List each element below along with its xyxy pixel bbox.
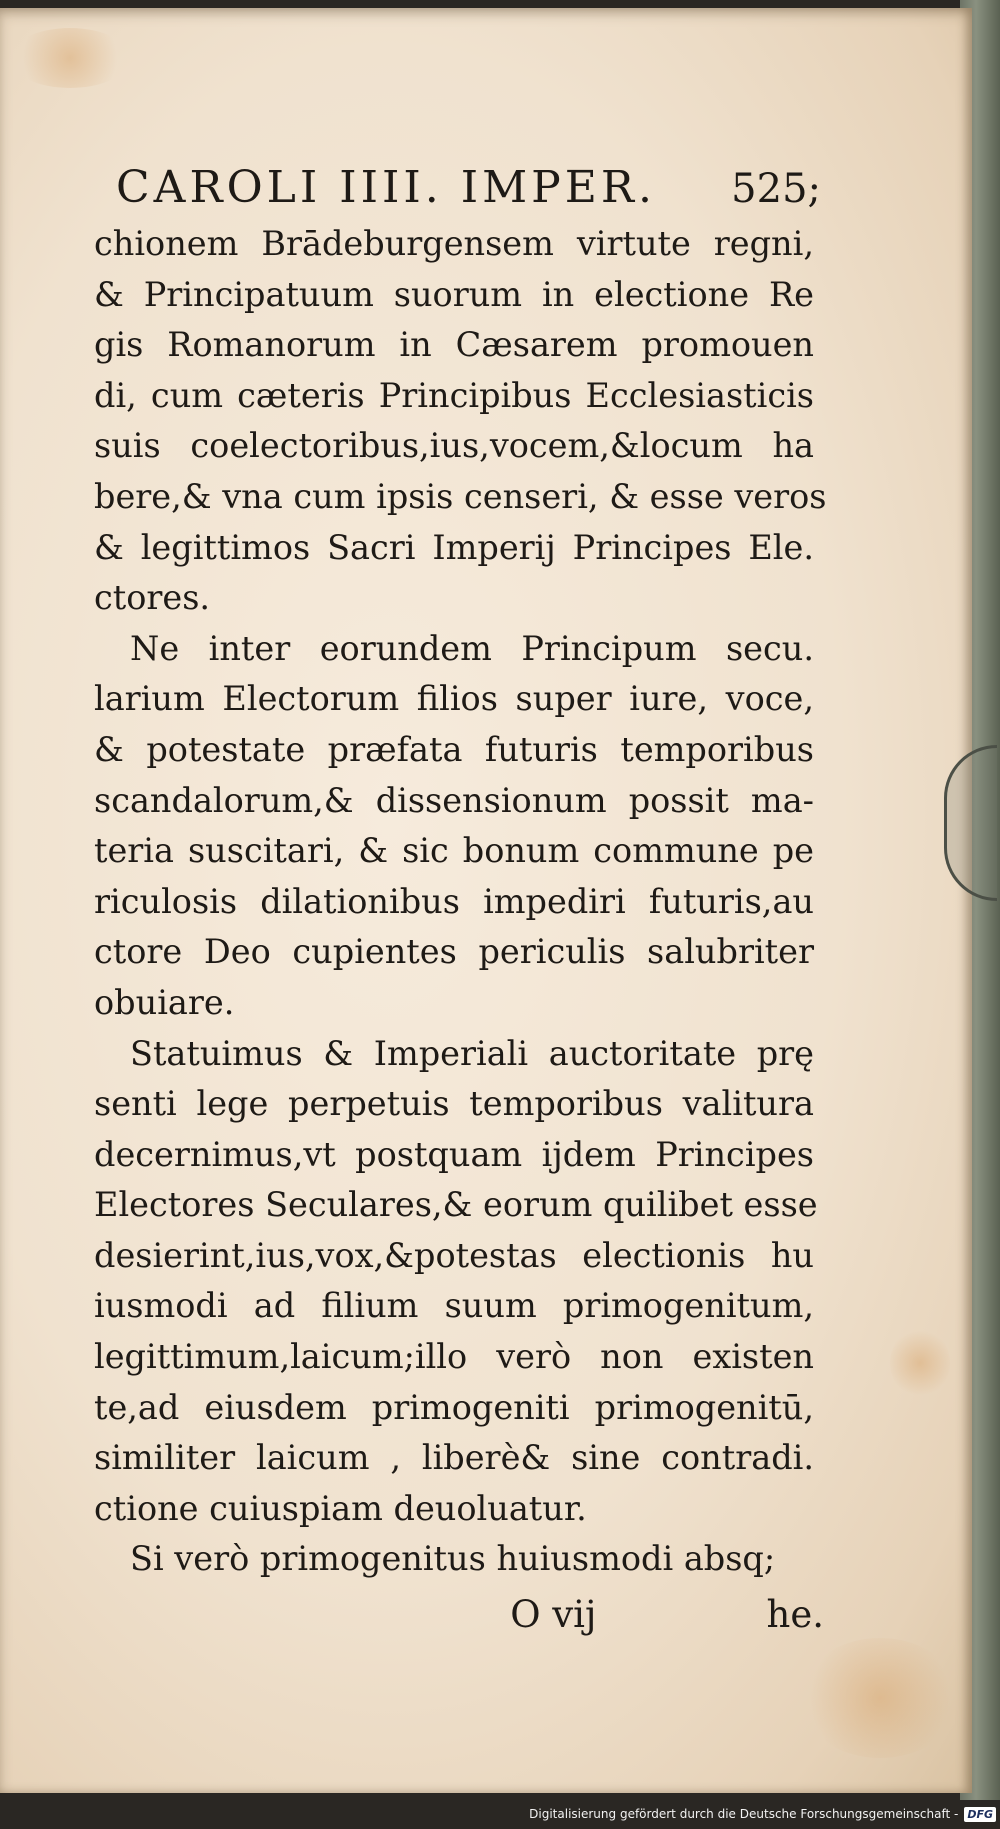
running-head [116,158,821,219]
text-line: ctores. [94,578,211,618]
text-line: desierint,ius,vox,&potestas electionis hu [94,1235,814,1275]
text-line: gis Romanorum in Cæsarem promouen [94,325,814,365]
text-line: scandalorum,& dissensionum possit ma- [94,780,814,820]
text-line: & potestate præfata futuris temporibus [94,729,814,769]
digitization-credit [529,1803,996,1825]
text-line: obuiare. [94,982,235,1022]
text-block [94,158,827,1643]
text-line: legittimum,laicum;illo verò non existen [94,1337,814,1377]
text-line: suis coelectoribus,ius,vocem,&locum ha [94,426,814,466]
text-line: riculosis dilationibus impediri futuris,au [94,881,814,921]
text-line: decernimus,vt postquam ijdem Principes [94,1134,814,1174]
text-line: te,ad eiusdem primogeniti primogenitū, [94,1387,814,1427]
foxing-stain [10,28,130,88]
text-line: bere,& vna cum ipsis censeri, & esse veros [94,476,827,516]
text-line: teria suscitari, & sic bonum commune pe [94,831,814,871]
text-line: larium Electorum filios super iure, voce, [94,679,814,719]
catchword: he. [766,1593,824,1637]
text-line: & Principatuum suorum in electione Re [94,274,814,314]
text-line: chionem Brādeburgensem virtute regni, [94,224,814,263]
paragraph-start-line: Si verò primogenitus huiusmodi absq; [130,1539,776,1579]
text-line: Electores Seculares,& eorum quilibet esse [94,1185,818,1225]
text-line: iusmodi ad filium suum primogenitum, [94,1286,814,1326]
paragraph-start-line: Statuimus & Imperiali auctoritate prę [130,1033,814,1073]
credit-text: Digitalisierung gefördert durch die Deutsche Forschungsgemeinschaft - [529,1807,959,1821]
page-footer [94,1587,824,1643]
text-line: ctore Deo cupientes periculis salubriter [94,932,814,972]
page-number: 525; [731,166,821,212]
book-page [0,8,972,1793]
paragraph-start-line: Ne inter eorundem Principum secu. [130,628,814,668]
running-head-title: CAROLI IIII. IMPER. [116,162,656,213]
dfg-logo-icon: DFG [964,1807,996,1822]
text-line: di, cum cæteris Principibus Ecclesiasticis [94,375,814,415]
text-line: senti lege perpetuis temporibus valitura [94,1084,814,1124]
text-line: & legittimos Sacri Imperij Principes Ele. [94,527,814,567]
foxing-stain [800,1638,960,1758]
foxing-stain [890,1328,950,1398]
text-line: ctione cuiuspiam deuoluatur. [94,1488,587,1528]
signature-mark: O vij [510,1593,597,1637]
text-line: similiter laicum , liberè& sine contradi. [94,1438,814,1478]
